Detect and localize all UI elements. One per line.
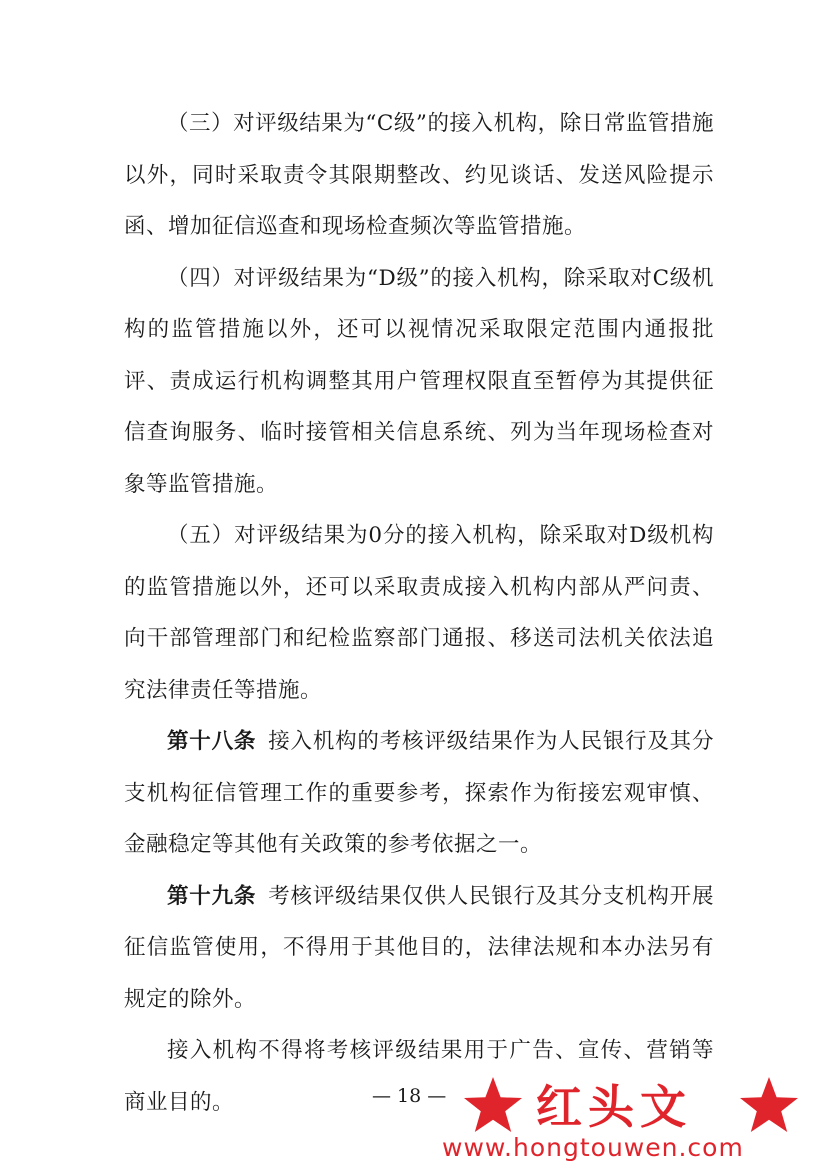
watermark — [436, 1073, 827, 1170]
paragraph-item-5 — [124, 510, 714, 716]
paragraph-text: 接入机构不得将考核评级结果用于广告、宣传、营销等商业目的。 — [124, 1038, 714, 1115]
watermark-banner — [436, 1075, 827, 1135]
paragraph-item-4 — [124, 253, 714, 511]
paragraph-text: 考核评级结果仅供人民银行及其分支机构开展征信监管使用，不得用于其他目的，法律法规和本办法另有规定的除外。 — [124, 883, 714, 1012]
article-heading: 第十八条 — [167, 729, 257, 754]
watermark-url: www.hongtouwen.com — [442, 1133, 744, 1162]
paragraph-text: （五）对评级结果为0分的接入机构，除采取对D级机构的监管措施以外，还可以采取责成接入机构内部从严问责、向干部管理部门和纪检监察部门通报、移送司法机关依法追究法律责任等措施。 — [124, 523, 714, 703]
page-number: — 18 — — [372, 1085, 447, 1107]
page-footer — [0, 1073, 827, 1170]
star-icon — [738, 1075, 800, 1135]
document-body — [124, 98, 714, 1128]
article-19 — [124, 871, 714, 1026]
star-icon — [462, 1075, 524, 1135]
article-18 — [124, 716, 714, 871]
paragraph-text: 接入机构的考核评级结果作为人民银行及其分支机构征信管理工作的重要参考，探索作为衔接宏观审慎、金融稳定等其他有关政策的参考依据之一。 — [124, 729, 714, 857]
paragraph-text: （四）对评级结果为“D级”的接入机构，除采取对C级机构的监管措施以外，还可以视情况采取限定范围内通报批评、责成运行机构调整其用户管理权限直至暂停为其提供征信查询服务、临时接管相关信息系统、列为当年现场检查对象等监管措施。 — [124, 265, 714, 497]
paragraph-text: （三）对评级结果为“C级”的接入机构，除日常监管措施以外，同时采取责令其限期整改、约见谈话、发送风险提示函、增加征信巡查和现场检查频次等监管措施。 — [124, 111, 714, 239]
watermark-title: 红头文 — [536, 1080, 692, 1134]
paragraph-item-3 — [124, 98, 714, 253]
article-heading: 第十九条 — [167, 883, 257, 909]
